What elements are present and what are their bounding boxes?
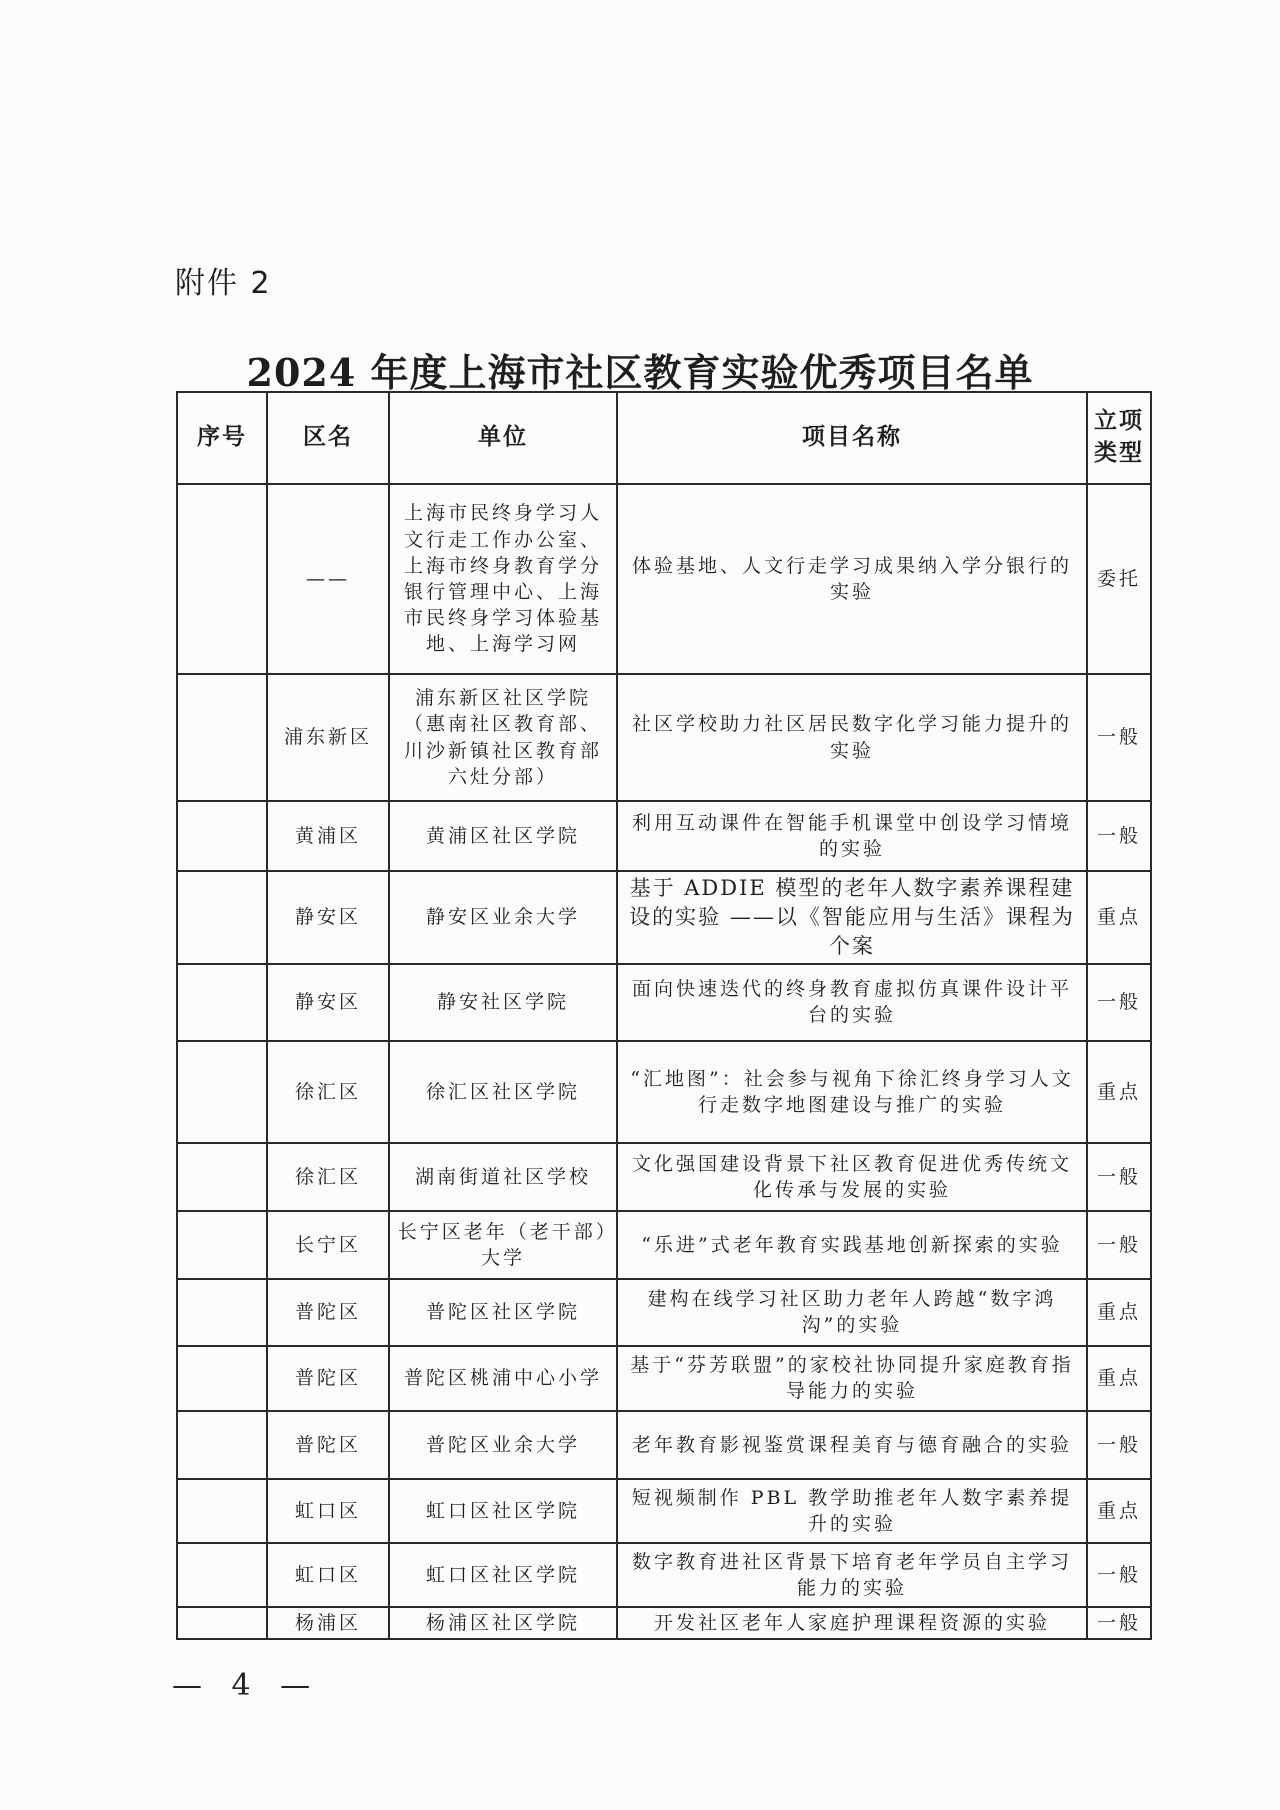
cell-unit: 虹口区社区学院 <box>389 1479 617 1543</box>
cell-district: 杨浦区 <box>267 1607 389 1639</box>
cell-seq <box>177 674 267 801</box>
cell-project: 开发社区老年人家庭护理课程资源的实验 <box>617 1607 1087 1639</box>
cell-unit: 杨浦区社区学院 <box>389 1607 617 1639</box>
cell-district: 普陀区 <box>267 1279 389 1346</box>
cell-seq <box>177 1607 267 1639</box>
cell-district: 静安区 <box>267 871 389 964</box>
header-project: 项目名称 <box>617 392 1087 484</box>
cell-project: 利用互动课件在智能手机课堂中创设学习情境的实验 <box>617 801 1087 871</box>
cell-project: 基于“芬芳联盟”的家校社协同提升家庭教育指导能力的实验 <box>617 1346 1087 1411</box>
table-row <box>177 1346 1151 1411</box>
cell-project: 短视频制作 PBL 教学助推老年人数字素养提升的实验 <box>617 1479 1087 1543</box>
table-header-row <box>177 392 1151 484</box>
project-list-table <box>176 391 1152 1640</box>
table-row <box>177 801 1151 871</box>
cell-seq <box>177 964 267 1041</box>
table-row <box>177 1041 1151 1143</box>
cell-district: 长宁区 <box>267 1211 389 1279</box>
cell-unit: 湖南街道社区学校 <box>389 1143 617 1211</box>
cell-seq <box>177 1411 267 1479</box>
cell-project: 基于 ADDIE 模型的老年人数字素养课程建设的实验 ——以《智能应用与生活》课程为个案 <box>617 871 1087 964</box>
cell-seq <box>177 1279 267 1346</box>
cell-unit: 浦东新区社区学院（惠南社区教育部、川沙新镇社区教育部六灶分部） <box>389 674 617 801</box>
cell-unit: 黄浦区社区学院 <box>389 801 617 871</box>
cell-district: 徐汇区 <box>267 1143 389 1211</box>
cell-type: 重点 <box>1087 1346 1151 1411</box>
cell-unit: 徐汇区社区学院 <box>389 1041 617 1143</box>
cell-type: 一般 <box>1087 1607 1151 1639</box>
table-row <box>177 1607 1151 1639</box>
cell-district: 徐汇区 <box>267 1041 389 1143</box>
attachment-label: 附件 2 <box>175 266 272 301</box>
page-number: — 4 — <box>172 1668 321 1703</box>
cell-project: 社区学校助力社区居民数字化学习能力提升的实验 <box>617 674 1087 801</box>
cell-type: 一般 <box>1087 964 1151 1041</box>
cell-district: 普陀区 <box>267 1411 389 1479</box>
cell-district: 浦东新区 <box>267 674 389 801</box>
cell-district: 静安区 <box>267 964 389 1041</box>
table-row <box>177 1279 1151 1346</box>
header-unit: 单位 <box>389 392 617 484</box>
cell-district: —— <box>267 484 389 674</box>
cell-project: 文化强国建设背景下社区教育促进优秀传统文化传承与发展的实验 <box>617 1143 1087 1211</box>
table-row <box>177 1143 1151 1211</box>
cell-type: 一般 <box>1087 801 1151 871</box>
cell-unit: 长宁区老年（老干部）大学 <box>389 1211 617 1279</box>
cell-seq <box>177 1041 267 1143</box>
cell-district: 虹口区 <box>267 1479 389 1543</box>
table-row <box>177 1479 1151 1543</box>
cell-seq <box>177 1143 267 1211</box>
table-row <box>177 484 1151 674</box>
cell-seq <box>177 484 267 674</box>
document-title: 2024 年度上海市社区教育实验优秀项目名单 <box>246 350 1034 395</box>
header-type: 立项类型 <box>1087 392 1151 484</box>
cell-type: 重点 <box>1087 871 1151 964</box>
cell-unit: 上海市民终身学习人文行走工作办公室、上海市终身教育学分银行管理中心、上海市民终身学习体验基地、上海学习网 <box>389 484 617 674</box>
cell-project: 建构在线学习社区助力老年人跨越“数字鸿沟”的实验 <box>617 1279 1087 1346</box>
table-row <box>177 871 1151 964</box>
cell-type: 委托 <box>1087 484 1151 674</box>
cell-unit: 普陀区业余大学 <box>389 1411 617 1479</box>
cell-project: 数字教育进社区背景下培育老年学员自主学习能力的实验 <box>617 1543 1087 1607</box>
cell-project: 体验基地、人文行走学习成果纳入学分银行的实验 <box>617 484 1087 674</box>
cell-type: 一般 <box>1087 1411 1151 1479</box>
cell-type: 一般 <box>1087 1543 1151 1607</box>
cell-seq <box>177 1479 267 1543</box>
cell-unit: 静安社区学院 <box>389 964 617 1041</box>
cell-seq <box>177 1543 267 1607</box>
cell-district: 虹口区 <box>267 1543 389 1607</box>
cell-seq <box>177 1346 267 1411</box>
table-row <box>177 674 1151 801</box>
cell-project: 面向快速迭代的终身教育虚拟仿真课件设计平台的实验 <box>617 964 1087 1041</box>
cell-type: 一般 <box>1087 1143 1151 1211</box>
cell-type: 重点 <box>1087 1279 1151 1346</box>
header-district: 区名 <box>267 392 389 484</box>
cell-unit: 普陀区桃浦中心小学 <box>389 1346 617 1411</box>
cell-type: 一般 <box>1087 1211 1151 1279</box>
cell-district: 黄浦区 <box>267 801 389 871</box>
cell-type: 一般 <box>1087 674 1151 801</box>
header-seq: 序号 <box>177 392 267 484</box>
cell-project: 老年教育影视鉴赏课程美育与德育融合的实验 <box>617 1411 1087 1479</box>
cell-type: 重点 <box>1087 1479 1151 1543</box>
cell-unit: 普陀区社区学院 <box>389 1279 617 1346</box>
cell-district: 普陀区 <box>267 1346 389 1411</box>
table-row <box>177 964 1151 1041</box>
cell-type: 重点 <box>1087 1041 1151 1143</box>
cell-seq <box>177 1211 267 1279</box>
cell-project: “乐进”式老年教育实践基地创新探索的实验 <box>617 1211 1087 1279</box>
cell-project: “汇地图”：社会参与视角下徐汇终身学习人文行走数字地图建设与推广的实验 <box>617 1041 1087 1143</box>
cell-seq <box>177 871 267 964</box>
table-row <box>177 1211 1151 1279</box>
table-row <box>177 1543 1151 1607</box>
cell-unit: 虹口区社区学院 <box>389 1543 617 1607</box>
cell-unit: 静安区业余大学 <box>389 871 617 964</box>
cell-seq <box>177 801 267 871</box>
table-row <box>177 1411 1151 1479</box>
